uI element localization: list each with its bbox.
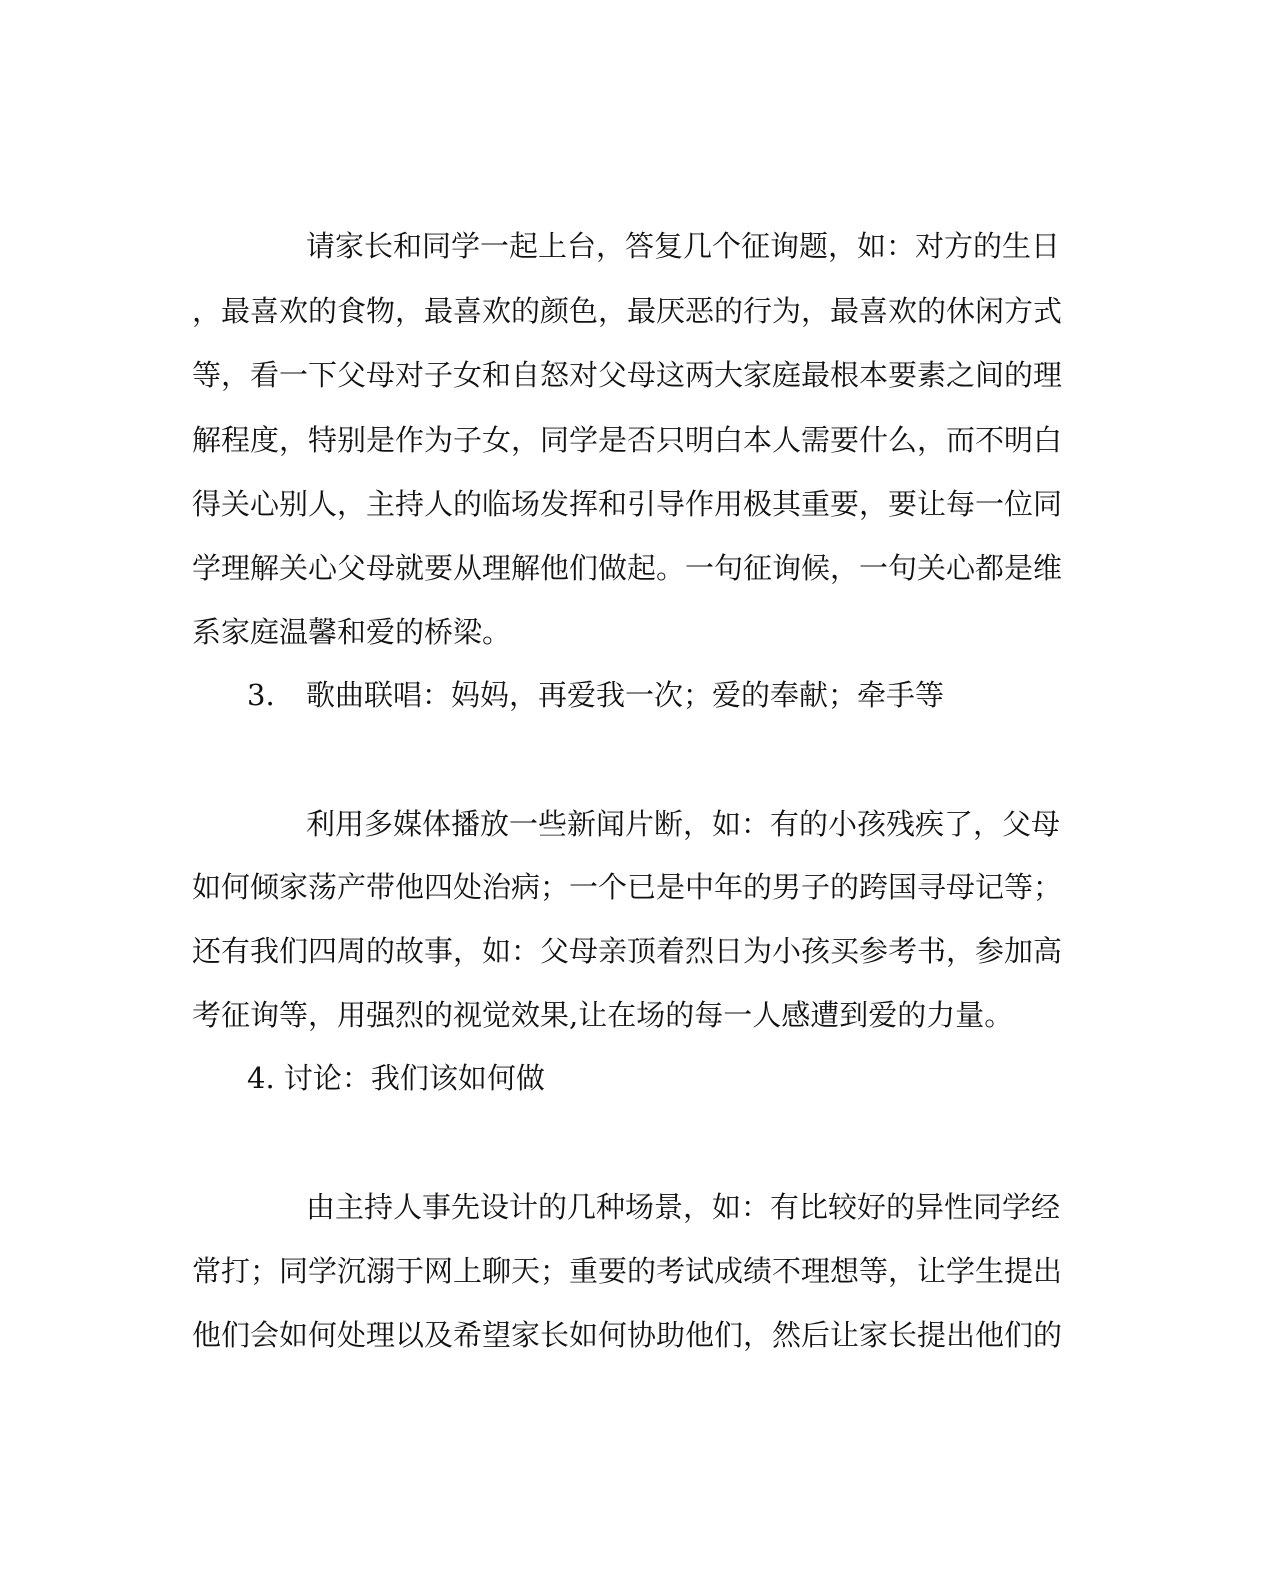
paragraph-3-line-3: 他们会如何处理以及希望家长如何协助他们，然后让家长提出他们的 (192, 1318, 1063, 1352)
paragraph-1-line-4: 解程度，特别是作为子女，同学是否只明白本人需要什么，而不明白 (192, 423, 1063, 457)
paragraph-1-line-1: 请家长和同学一起上台，答复几个征询题，如：对方的生日 (306, 229, 1061, 263)
paragraph-3-line-2: 常打；同学沉溺于网上聊天；重要的考试成绩不理想等，让学生提出 (192, 1254, 1063, 1288)
item-4-heading: 4. 讨论：我们该如何做 (247, 1061, 545, 1095)
paragraph-1-line-7: 系家庭温馨和爱的桥梁。 (192, 615, 512, 649)
paragraph-1-line-2: ，最喜欢的食物，最喜欢的颜色，最厌恶的行为，最喜欢的休闲方式 (192, 294, 1063, 328)
paragraph-2-line-2: 如何倾家荡产带他四处治病；一个已是中年的男子的跨国寻母记等； (192, 870, 1063, 904)
paragraph-2-line-4: 考征询等，用强烈的视觉效果,让在场的每一人感遭到爱的力量。 (192, 998, 1014, 1032)
item-3-text: 歌曲联唱：妈妈，再爱我一次；爱的奉献；牵手等 (306, 678, 945, 712)
paragraph-1-line-6: 学理解关心父母就要从理解他们做起。一句征询候，一句关心都是维 (192, 551, 1063, 585)
paragraph-2-line-1: 利用多媒体播放一些新闻片断，如：有的小孩残疾了，父母 (306, 807, 1061, 841)
paragraph-2-line-3: 还有我们四周的故事，如：父母亲顶着烈日为小孩买参考书，参加高 (192, 934, 1063, 968)
paragraph-1-line-3: 等，看一下父母对子女和自怒对父母这两大家庭最根本要素之间的理 (192, 358, 1063, 392)
paragraph-1-line-5: 得关心别人，主持人的临场发挥和引导作用极其重要，要让每一位同 (192, 487, 1063, 521)
paragraph-3-line-1: 由主持人事先设计的几种场景，如：有比较好的异性同学经 (306, 1190, 1061, 1224)
item-3-number: 3. (247, 678, 275, 712)
